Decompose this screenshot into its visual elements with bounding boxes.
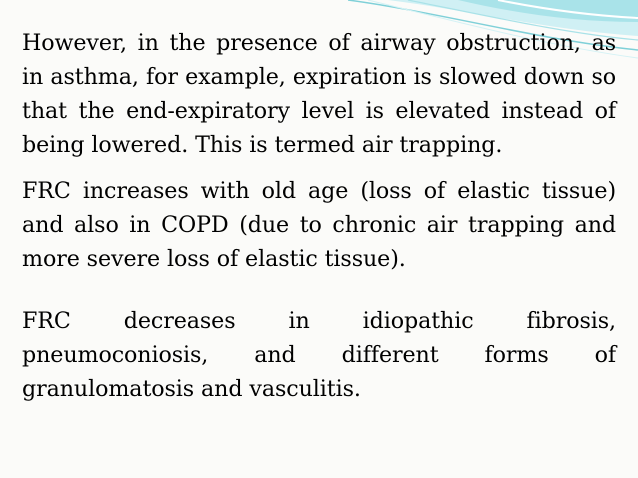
slide-body [22,26,616,406]
paragraph-frc-decreases: FRC decreases in idiopathic fibrosis, pneumoconiosis, and different forms of granulomatosis and vasculitis. [22,308,616,402]
paragraph-frc-increases: FRC increases with old age (loss of elastic tissue) and also in COPD (due to chronic air trapping and more severe loss of elastic tissue). [22,178,616,272]
paragraph-air-trapping: However, in the presence of airway obstruction, as in asthma, for example, expiration is slowed down so that the end-expiratory level is elevated instead of being lowered. This is termed air trapping. [22,30,616,158]
